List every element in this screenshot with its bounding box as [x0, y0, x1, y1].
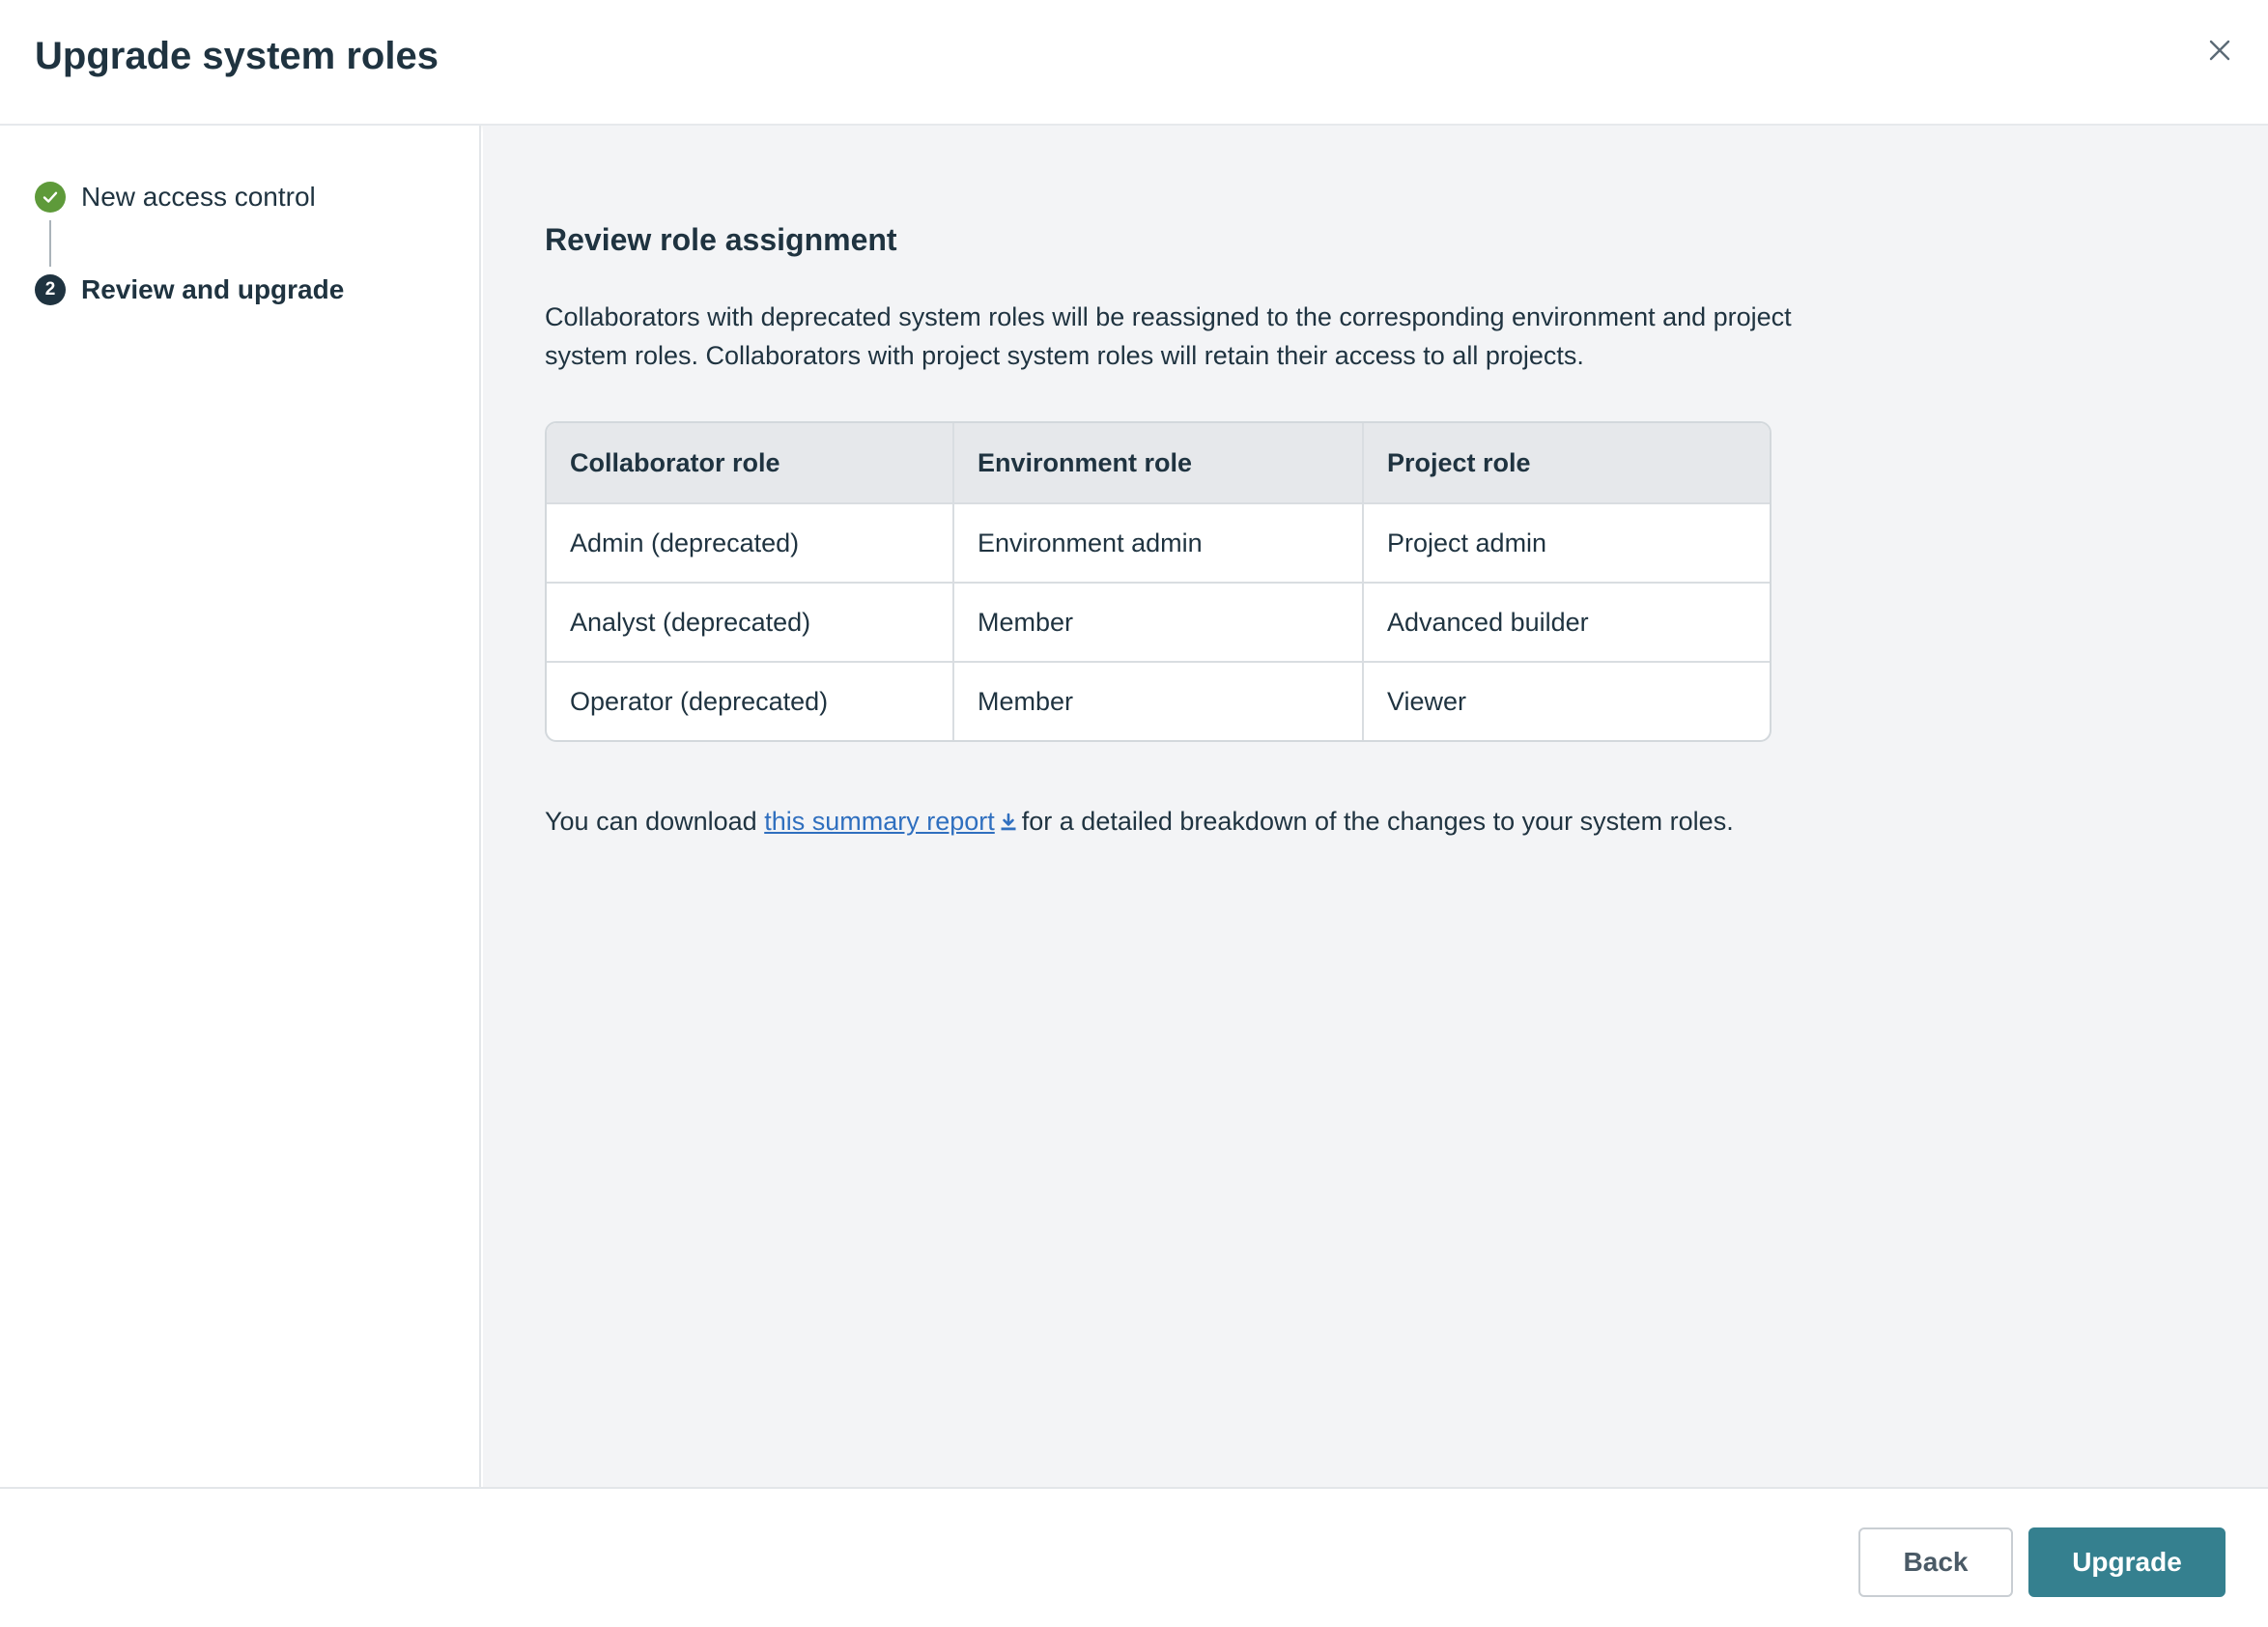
table-row [547, 502, 1770, 582]
download-icon[interactable] [999, 813, 1018, 832]
main-content [483, 126, 2268, 1487]
table-row [547, 661, 1770, 740]
close-button[interactable] [2200, 31, 2239, 70]
project-role-cell: Advanced builder [1362, 584, 1770, 661]
upgrade-button[interactable]: Upgrade [2028, 1527, 2225, 1597]
download-summary-text [545, 802, 1734, 841]
environment-role-cell: Member [952, 663, 1362, 740]
step-review-and-upgrade[interactable] [35, 271, 344, 309]
collaborator-role-cell: Operator (deprecated) [570, 686, 829, 716]
modal-title: Upgrade system roles [35, 35, 439, 77]
download-suffix: for a detailed breakdown of the changes to your system roles. [1021, 807, 1734, 836]
download-prefix: You can download [545, 807, 757, 836]
table-header-row [547, 423, 1770, 502]
step-new-access-control[interactable] [35, 178, 316, 216]
step-number-badge: 2 [35, 274, 66, 305]
step-label: New access control [81, 182, 316, 212]
modal-header [0, 0, 2268, 126]
project-role-cell: Project admin [1362, 504, 1770, 582]
section-title: Review role assignment [545, 222, 897, 257]
step-connector [49, 220, 51, 267]
column-header-project-role: Project role [1362, 423, 1770, 502]
summary-report-link[interactable]: this summary report [764, 807, 995, 836]
role-mapping-table [545, 421, 1772, 742]
column-header-collaborator-role: Collaborator role [570, 447, 780, 477]
step-label: Review and upgrade [81, 274, 345, 304]
environment-role-cell: Member [952, 584, 1362, 661]
environment-role-cell: Environment admin [952, 504, 1362, 582]
column-header-environment-role: Environment role [952, 423, 1362, 502]
check-icon [42, 188, 59, 206]
collaborator-role-cell: Analyst (deprecated) [570, 607, 811, 637]
collaborator-role-cell: Admin (deprecated) [570, 528, 800, 557]
table-row [547, 582, 1770, 661]
section-description: Collaborators with deprecated system roles will be reassigned to the corresponding environment and project system roles. Collaborators with project system roles will retain their access to all projects. [545, 302, 1792, 370]
step-complete-icon [35, 182, 66, 213]
modal-footer [0, 1487, 2268, 1627]
close-icon [2209, 40, 2230, 61]
stepper-sidebar [0, 126, 481, 1487]
project-role-cell: Viewer [1362, 663, 1770, 740]
back-button[interactable]: Back [1858, 1527, 2013, 1597]
